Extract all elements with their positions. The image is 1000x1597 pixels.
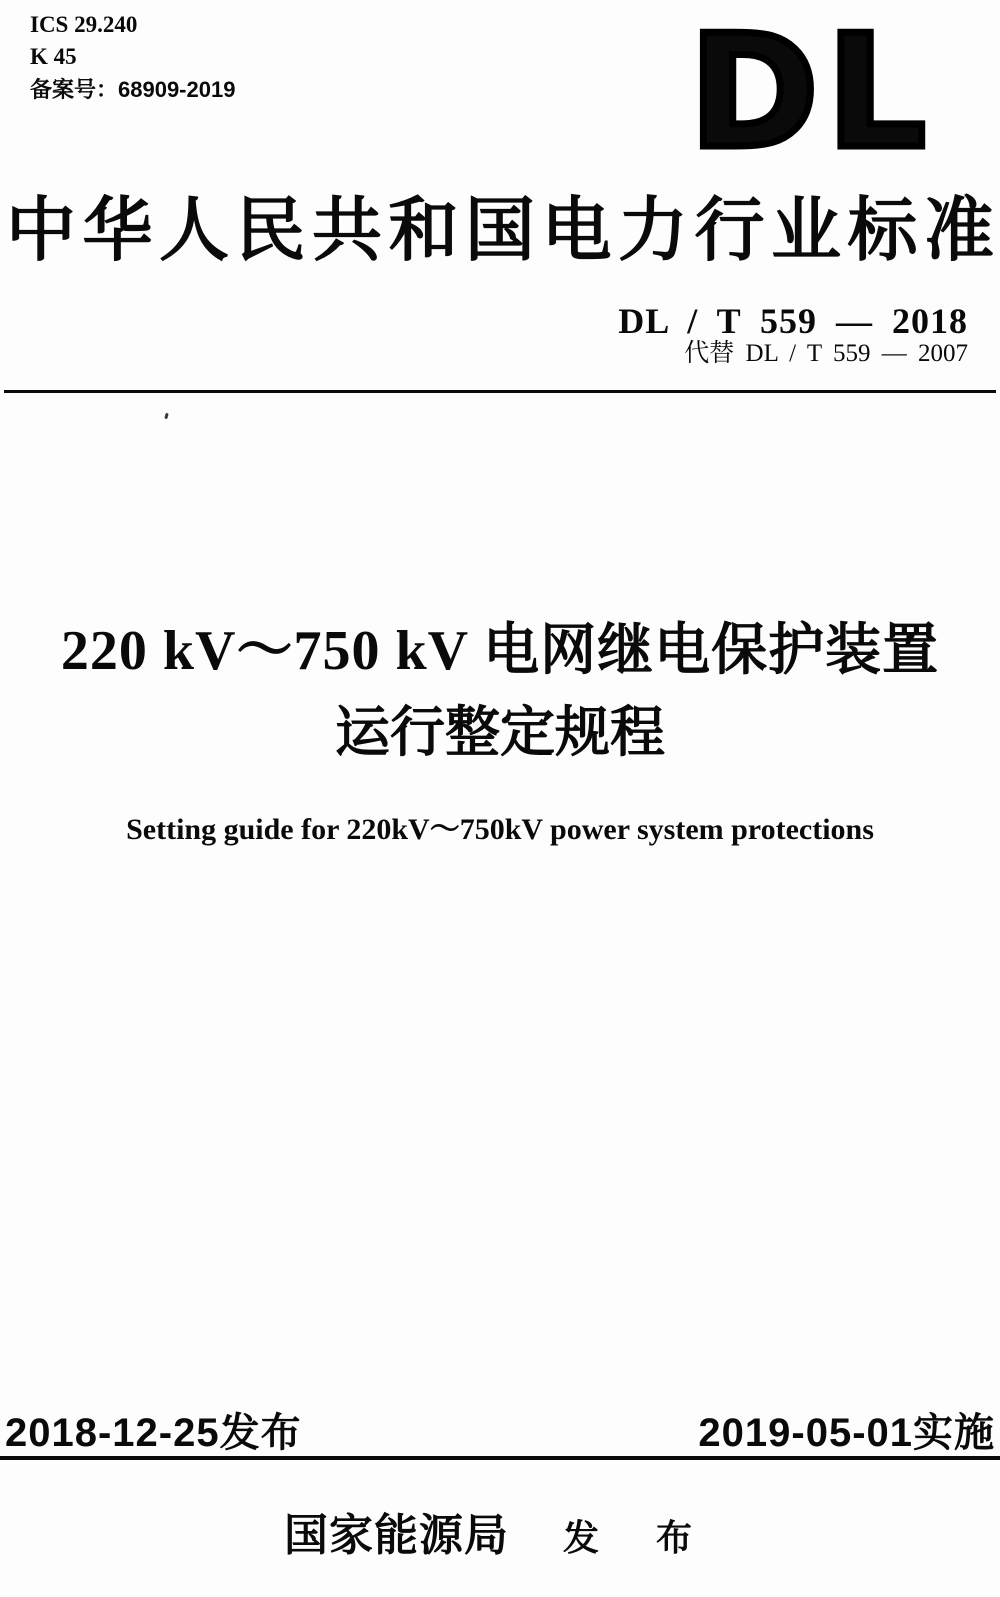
print-speck [164, 413, 168, 420]
metadata-block [30, 10, 235, 105]
publisher-row [0, 1510, 1000, 1564]
top-divider-rule [4, 390, 996, 393]
title-line-2: 运行整定规程 [334, 702, 665, 763]
title-line-1: 220 kV～750 kV 电网继电保护装置 [60, 620, 940, 682]
issue-date: 2018-12-25发布 [5, 1411, 302, 1455]
record-number: 备案号：68909-2019 [30, 77, 236, 102]
standard-number: DL / T 559 — 2018 [618, 301, 968, 341]
standard-series-title: 中华人民共和国电力行业标准 [6, 193, 994, 270]
publish-label: 发 布 [562, 1518, 716, 1558]
title-english: Setting guide for 220kV～750kV power system protections [126, 813, 874, 846]
publisher-name: 国家能源局 [283, 1511, 509, 1560]
date-row [5, 1412, 995, 1454]
superseded-standard: 代替 DL / T 559 — 2007 [684, 340, 968, 367]
ics-code: ICS 29.240 [30, 12, 138, 37]
bottom-divider-rule [0, 1456, 1000, 1460]
implementation-date: 2019-05-01实施 [698, 1411, 995, 1455]
dl-logo: DL [689, 1, 934, 183]
classification-code: K 45 [30, 44, 77, 69]
